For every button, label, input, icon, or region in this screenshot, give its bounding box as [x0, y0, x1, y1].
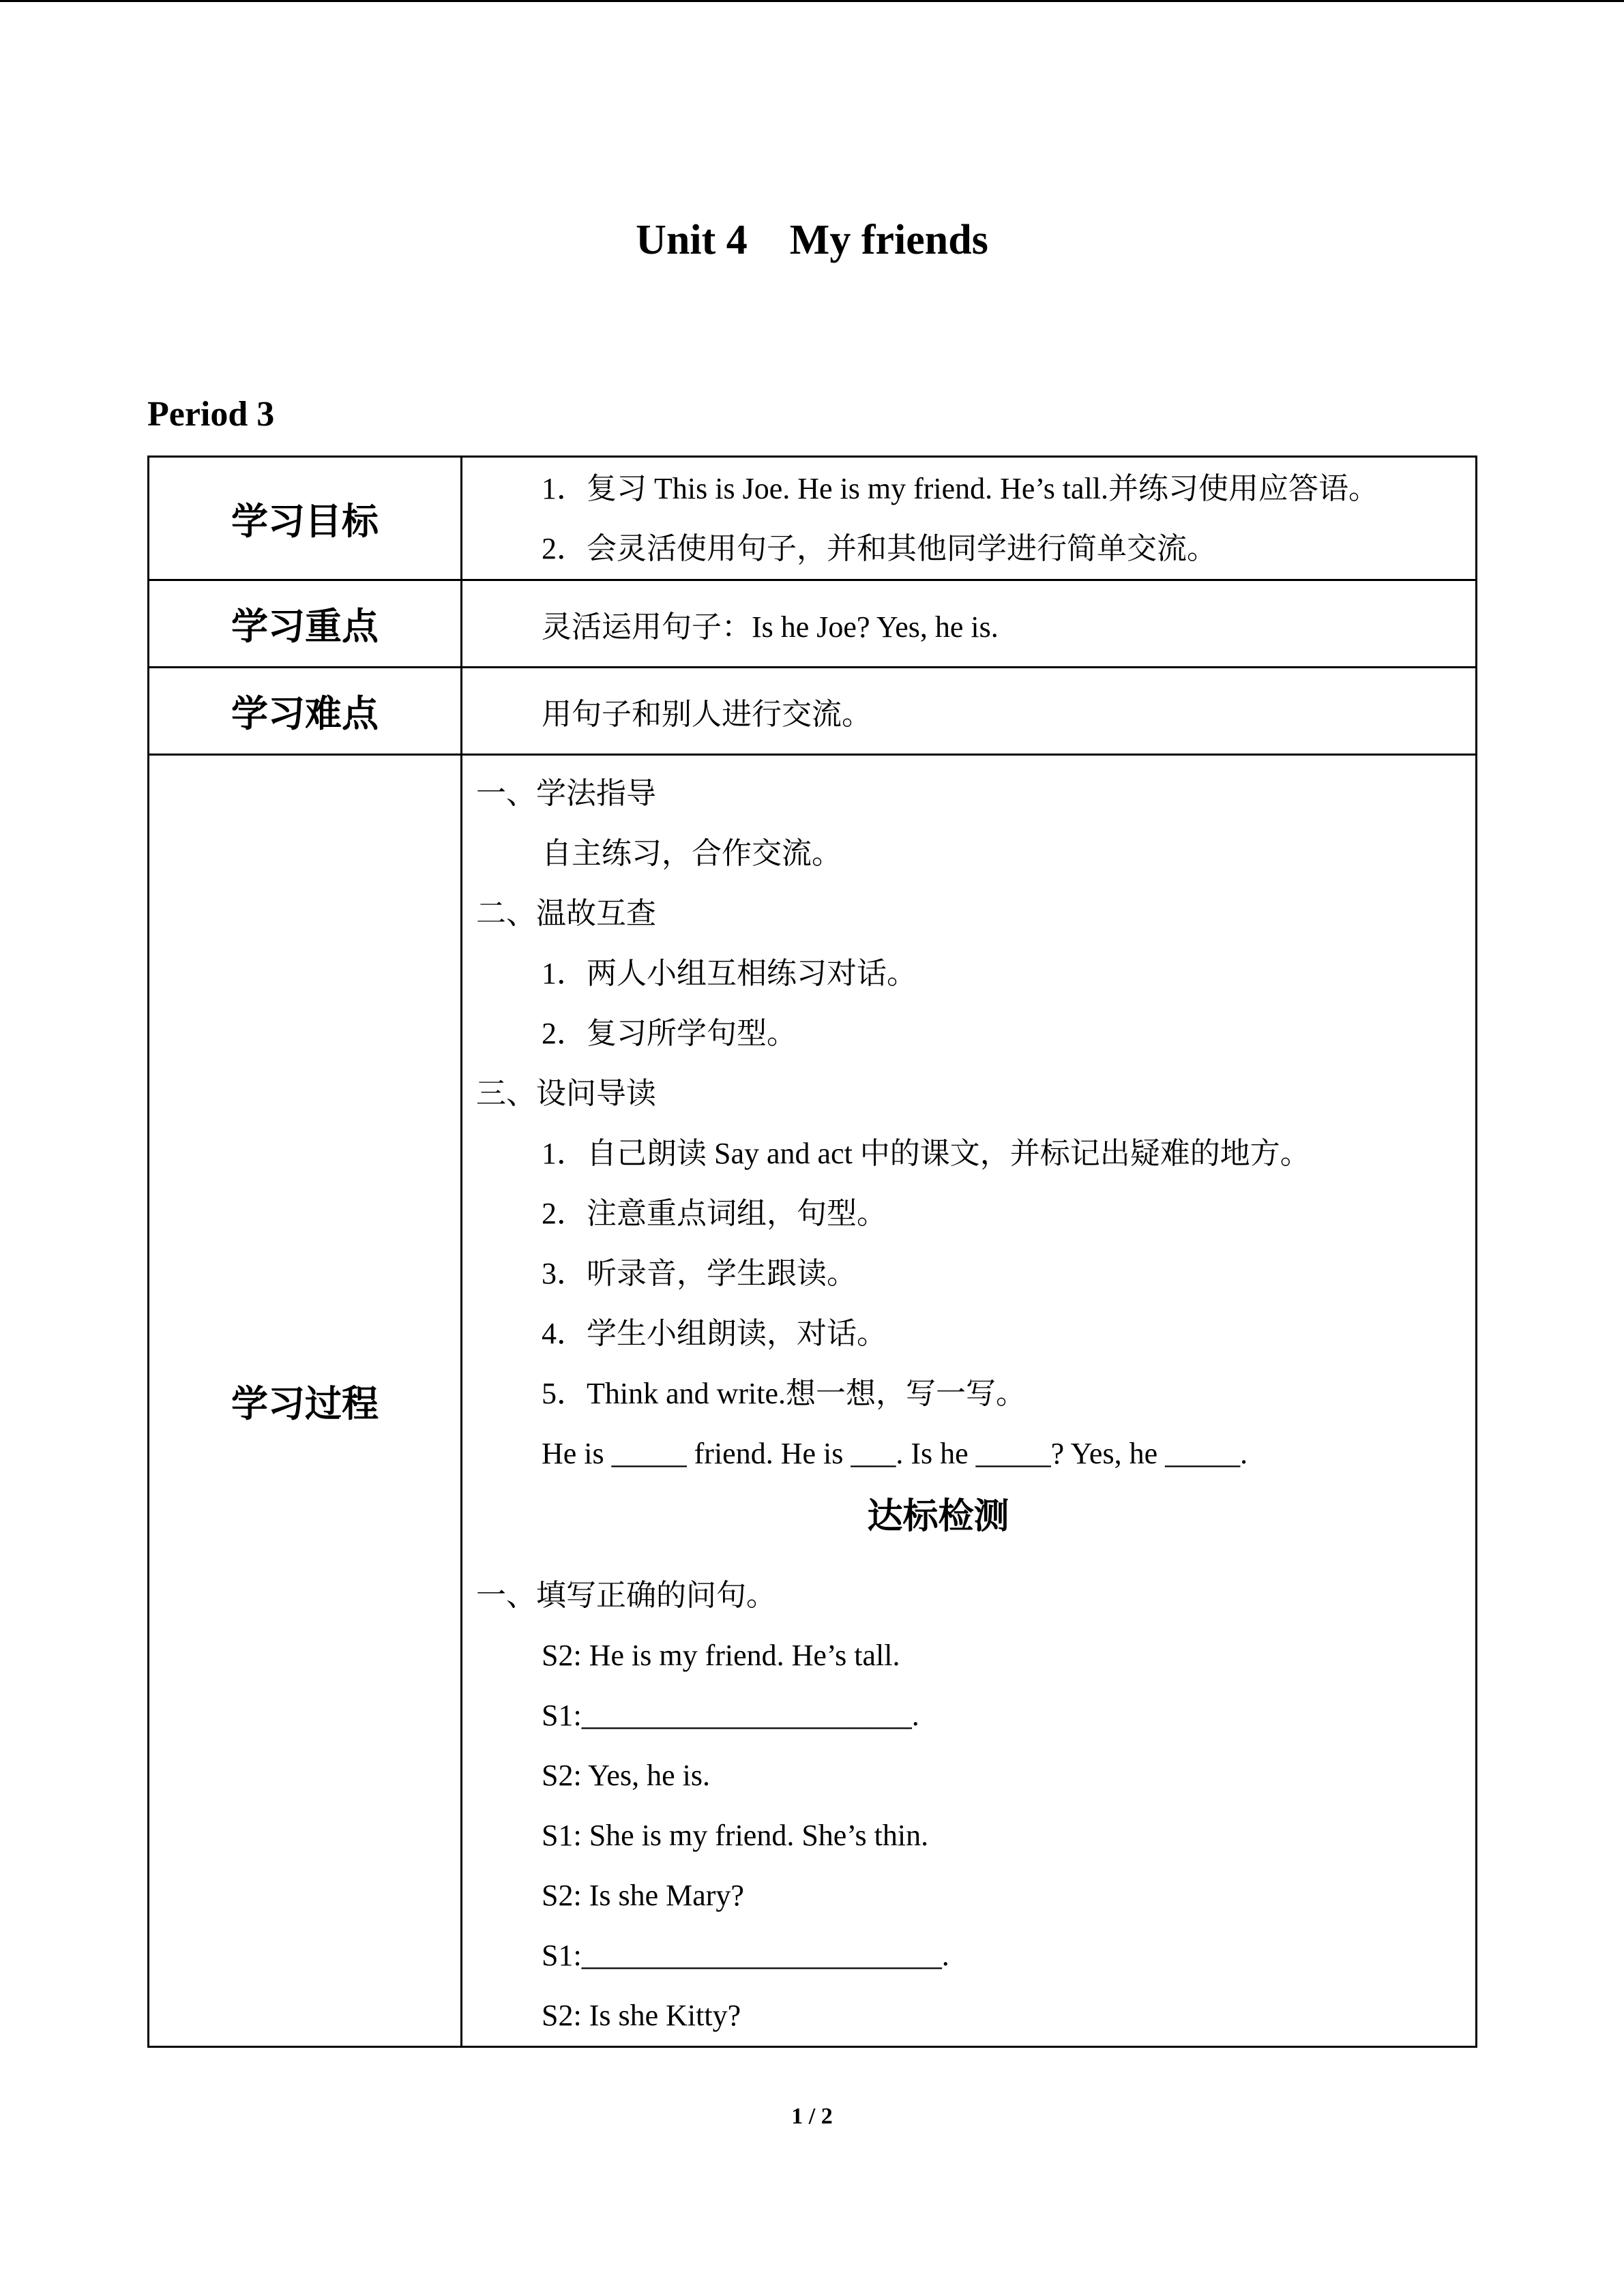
dialogue-line: S2: He is my friend. He’s tall.: [542, 1639, 900, 1672]
table-row-key-points: [149, 580, 1477, 668]
dialogue-line: S1: She is my friend. She’s thin.: [542, 1819, 929, 1852]
process-line: 5．Think and write.想一想，写一写。: [542, 1377, 1027, 1410]
section-heading: 三、设问导读: [476, 1077, 656, 1110]
section-heading: 一、填写正确的问句。: [476, 1579, 776, 1612]
dialogue-line: S2: Yes, he is.: [542, 1759, 710, 1792]
process-line: 1．自己朗读 Say and act 中的课文，并标记出疑难的地方。: [542, 1137, 1310, 1170]
row-content: [462, 457, 1477, 580]
period-heading: Period 3: [147, 395, 275, 434]
document-title: Unit 4 My friends: [636, 217, 988, 263]
row-label: 学习过程: [149, 755, 462, 2047]
process-line: 3．听录音，学生跟读。: [542, 1257, 857, 1290]
dialogue-blank-line: S1:________________________.: [542, 1939, 949, 1972]
process-line: 2．复习所学句型。: [542, 1017, 797, 1050]
fill-in-sentence: He is _____ friend. He is ___. Is he _____? Yes, he _____.: [542, 1437, 1248, 1470]
test-heading: 达标检测: [867, 1496, 1009, 1537]
objective-line: 2．会灵活使用句子，并和其他同学进行简单交流。: [542, 532, 1217, 565]
section-heading: 二、温故互查: [476, 897, 656, 930]
process-line: 4．学生小组朗读，对话。: [542, 1317, 887, 1350]
dialogue-line: S2: Is she Kitty?: [542, 1999, 741, 2032]
row-content: [462, 755, 1477, 2047]
dialogue-line: S2: Is she Mary?: [542, 1879, 744, 1912]
table-row-difficulties: [149, 668, 1477, 755]
objective-line: 1．复习 This is Joe. He is my friend. He’s tall.并练习使用应答语。: [542, 472, 1379, 505]
row-content: [462, 668, 1477, 755]
row-label: 学习重点: [149, 580, 462, 668]
top-border-line: [0, 0, 1624, 2]
table-row-process: [149, 755, 1477, 2047]
process-line: 2．注意重点词组，句型。: [542, 1197, 887, 1230]
process-line: 自主练习，合作交流。: [542, 837, 842, 870]
section-heading: 一、学法指导: [476, 777, 656, 810]
page-number: 1 / 2: [791, 2104, 833, 2129]
table-row-objectives: [149, 457, 1477, 580]
dialogue-blank-line: S1:______________________.: [542, 1699, 919, 1732]
difficulty-line: 用句子和别人进行交流。: [542, 698, 872, 731]
study-plan-table: [147, 456, 1477, 2048]
row-label: 学习目标: [149, 457, 462, 580]
key-point-line: 灵活运用句子：Is he Joe? Yes, he is.: [542, 610, 999, 644]
process-line: 1．两人小组互相练习对话。: [542, 957, 917, 990]
row-content: [462, 580, 1477, 668]
row-label: 学习难点: [149, 668, 462, 755]
